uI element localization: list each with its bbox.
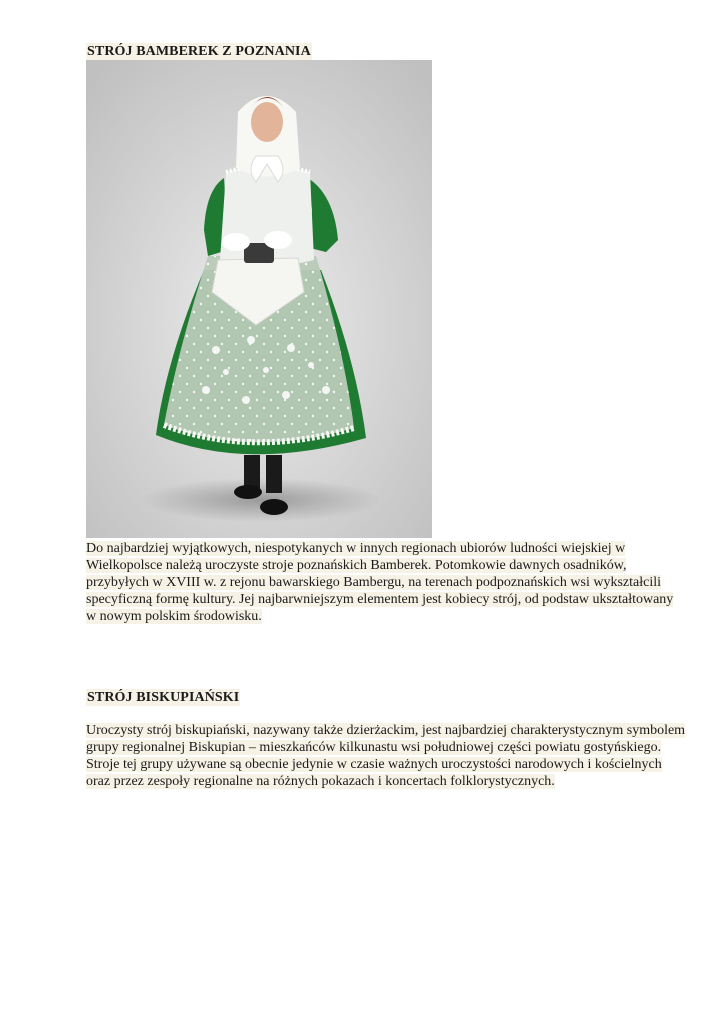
section-paragraph-bamberka bbox=[86, 540, 686, 625]
paragraph-text: Uroczysty strój biskupiański, nazywany także dzierżackim, jest najbardziej charakterystycznym symbolem grupy regionalnej Biskupian – mieszkańców kilkunastu wsi południowej części powiatu gostyńskiego. Stroje tej grupy używane są obecnie jedynie w czasie ważnych uroczystości narodowych i kościelnych oraz przez zespoły regionalne na różnych pokazach i koncertach folklorystycznych. bbox=[86, 723, 686, 789]
section-heading-biskupianski: STRÓJ BISKUPIAŃSKI bbox=[87, 690, 240, 705]
paragraph-text: Do najbardziej wyjątkowych, niespotykanych w innych regionach ubiorów ludności wiejskiej w Wielkopolsce należą uroczyste stroje poznańskich Bamberek. Potomkowie dawnych osadników, przybyłych w XVIII w. z rejonu bawarskiego Bambergu, na terenach podpoznańskich wsi wykształcili specyficzną formę kultury. Jej najbarwniejszym elementem jest kobiecy strój, od podstaw ukształtowany w nowym polskim środowisku. bbox=[86, 541, 674, 624]
section-heading-bamberka: STRÓJ BAMBEREK Z POZNANIA bbox=[87, 44, 311, 59]
costume-photo-bamberka bbox=[86, 60, 432, 538]
section-paragraph-biskupianski bbox=[86, 722, 686, 790]
